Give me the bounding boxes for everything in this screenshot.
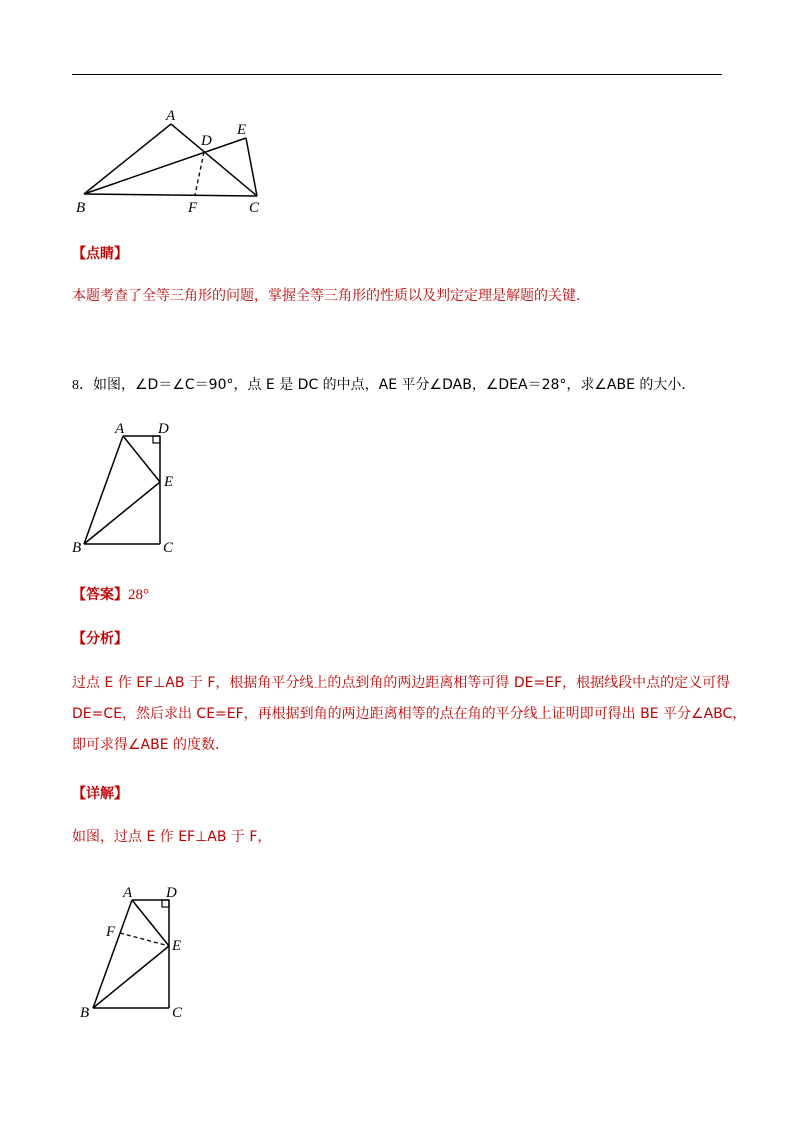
- label-e: E: [172, 938, 182, 954]
- label-e: E: [164, 474, 174, 490]
- label-f: F: [188, 200, 198, 216]
- answer-heading: 【答案】: [72, 587, 128, 603]
- question-8: [72, 374, 722, 394]
- label-b: B: [80, 1005, 90, 1021]
- label-d: D: [166, 885, 177, 901]
- question-text: 如图，∠D＝∠C＝90°，点 E 是 DC 的中点，AE 平分∠DAB，∠DEA＝28°，求∠ABE 的大小．: [93, 377, 696, 393]
- answer-value: 28°: [128, 587, 149, 603]
- label-d: D: [158, 421, 169, 437]
- figure-triangle-abc-svg: [70, 100, 280, 220]
- label-c: C: [249, 200, 260, 216]
- label-b: B: [72, 540, 82, 556]
- figure-triangle-abc: [70, 100, 280, 220]
- figure-quadrilateral-ef: [76, 882, 196, 1024]
- label-a: A: [115, 421, 125, 437]
- label-a: A: [123, 885, 133, 901]
- detail-heading: 【详解】: [72, 786, 128, 802]
- label-c: C: [172, 1005, 183, 1021]
- label-b: B: [76, 200, 86, 216]
- label-c: C: [163, 540, 174, 556]
- analysis-line: 过点 E 作 EF⊥AB 于 F，根据角平分线上的点到角的两边距离相等可得 DE=EF，根据线段中点的定义可得: [72, 675, 731, 691]
- question-number: 8．: [72, 378, 93, 393]
- analysis-line: DE=CE，然后求出 CE=EF，再根据到角的两边距离相等的点在角的平分线上证明即可得出 BE 平分∠ABC，: [72, 706, 747, 722]
- label-f: F: [106, 924, 116, 940]
- answer-line: [72, 584, 149, 604]
- header-rule: [72, 74, 722, 75]
- analysis-text: [72, 668, 747, 761]
- label-a: A: [166, 108, 176, 124]
- label-d: D: [201, 133, 212, 149]
- figure-quadrilateral-ef-svg: [76, 882, 196, 1024]
- analysis-line: 即可求得∠ABE 的度数．: [72, 737, 230, 753]
- label-e: E: [237, 122, 247, 138]
- analysis-heading: 【分析】: [72, 631, 128, 647]
- dianjing-heading: 【点睛】: [72, 246, 128, 262]
- figure-quadrilateral: [70, 418, 190, 560]
- dianjing-text: 本题考查了全等三角形的问题，掌握全等三角形的性质以及判定定理是解题的关键．: [72, 288, 590, 304]
- figure-quadrilateral-svg: [70, 418, 190, 560]
- detail-text: 如图，过点 E 作 EF⊥AB 于 F，: [72, 829, 272, 845]
